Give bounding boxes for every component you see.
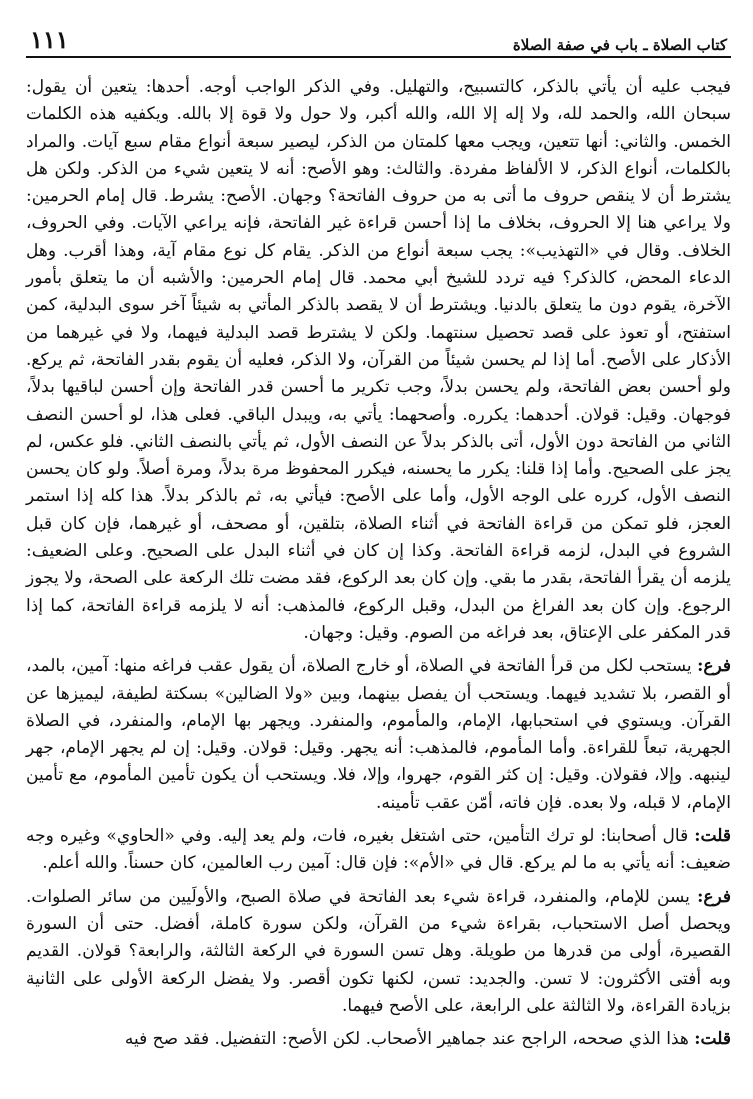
section-label: قلت: xyxy=(694,1029,731,1050)
paragraph-text: فيجب عليه أن يأتي بالذكر، كالتسبيح، والتهليل. وفي الذكر الواجب أوجه. أحدها: يتعين أن يقول: سبحان الله، والحمد لله، ولا إله إلا الله، والله أكبر، ولا حول ولا قوة إلا بالله. ويكفيه هذه الكلمات الخمس. والثاني: أنها تتعين، ويجب معها كلمتان من الذكر، ليصير سبعة أنواع مقام سبع آيات. والمراد بالكلمات، أنواع الذكر، لا الألفاظ مفردة. والثالث: وهو الأصح: أنه لا يتعين شيء من الذكر. ولكن هل يشترط أن لا ينقص حروف ما أتى به من حروف الفاتحة؟ وجهان. الأصح: يشرط. قال إمام الحرمين: ولا يراعي هنا إلا الحروف، بخلاف ما إذا أحسن قراءة غير الفاتحة، فإنه يراعي الآيات. وفي الحروف، الخلاف. وقال في «التهذيب»: يجب سبعة أنواع من الذكر. يقام كل نوع مقام آية، وهذا أقرب. وهل الدعاء المحض، كالذكر؟ فيه تردد للشيخ أبي محمد. قال إمام الحرمين: والأشبه أن ما يتعلق بأمور الآخرة، يقوم دون ما يتعلق بالدنيا. ويشترط أن لا يقصد بالذكر المأتي به شيئاً آخر سوى البدلية، كمن استفتح، أو تعوذ على قصد تحصيل سنتهما. ولكن لا يشترط قصد البدلية فيهما، ولا في غيرهما من الأذكار على الأصح. أما إذا لم يحسن شيئاً من القرآن، ولا الذكر، فعليه أن يقوم بقدر الفاتحة، ثم يركع. ولو أحسن بعض الفاتحة، ولم يحسن بدلاً، وجب تكرير ما أحسن قدر الفاتحة وإن أحسن لباقيها بدلاً، فوجهان. وقيل: قولان. أحدهما: يكرره. وأصحهما: يأتي به، ويبدل الباقي. فعلى هذا، لو أحسن النصف الثاني من الفاتحة دون الأول، أتى بالذكر بدلاً عن النصف الأول، ثم يأتي بالنصف الثاني. فلو عكس، لم يجز على الصحيح. وأما إذا قلنا: يكرر ما يحسنه، فيكرر المحفوظ مرة بدلاً، ومرة أصلاً. ولو كان يحسن النصف الأول، كرره على الوجه الأول، وأما على الأصح: فيأتي به، ثم بالذكر بدلاً. هذا كله إذا استمر العجز، فلو تمكن من قراءة الفاتحة في أثناء الصلاة، بتلقين، أو مصحف، أو غيرهما، فإن كان قبل الشروع في البدل، لزمه قراءة الفاتحة. وكذا إن كان في أثناء البدل على الصحيح. وعلى الضعيف: يلزمه أن يقرأ الفاتحة، بقدر ما بقي. وإن كان بعد الركوع، فقد مضت تلك الركعة على الصحة، ولا يجوز الرجوع. وإن كان بعد الفراغ من البدل، وقبل الركوع، فالمذهب: أنه لا يلزمه قراءة الفاتحة، كما إذا قدر المكفر على الإعتاق، بعد فراغه من الصوم. وقيل: وجهان. xyxy=(26,77,731,643)
paragraph-text: قال أصحابنا: لو ترك التأمين، حتى اشتغل بغيره، فات، ولم يعد إليه. وفي «الحاوي» وغيره وجه ضعيف: أنه يأتي به ما لم يركع. قال في «الأم»: فإن قال: آمين رب العالمين، كان حسناً. والله أعلم. xyxy=(26,826,731,874)
page-number: ١١١ xyxy=(30,25,69,54)
paragraph-text: يستحب لكل من قرأ الفاتحة في الصلاة، أو خارج الصلاة، أن يقول عقب فراغه منها: آمين، بالمد، أو القصر، بلا تشديد فيهما. ويستحب أن يفصل بينهما، وبين «ولا الضالين» بسكتة لطيفة، ليميزها عن القرآن. ويستوي في استحبابها، الإمام، والمأموم، والمنفرد. ويجهر بها الإمام، والمنفرد، في الصلاة الجهرية، تبعاً للقراءة. وأما المأموم، فالمذهب: أنه يجهر. وقيل: قولان. وقيل: إن لم يجهر الإمام، جهر لينبهه. وإلا، فقولان. وقيل: إن كثر القوم، جهروا، وإلا، فلا. ويستحب أن يكون تأمين المأموم، مع تأمين الإمام، لا قبله، ولا بعده. فإن فاته، أمّن عقب تأمينه. xyxy=(26,656,731,813)
paragraph xyxy=(26,1026,731,1053)
paragraph xyxy=(26,74,731,647)
section-label: فرع: xyxy=(697,656,731,677)
paragraph-text: هذا الذي صححه، الراجح عند جماهير الأصحاب. لكن الأصح: التفضيل. فقد صح فيه xyxy=(124,1029,689,1050)
page-header xyxy=(26,20,731,58)
section-label: قلت: xyxy=(694,826,731,847)
book-page xyxy=(26,20,731,1090)
paragraph xyxy=(26,823,731,878)
paragraph-text: يسن للإمام، والمنفرد، قراءة شيء بعد الفاتحة في صلاة الصبح، والأولَيين من سائر الصلوات. ويحصل أصل الاستحباب، بقراءة شيء من القرآن، ولكن سورة كاملة، أفضل. حتى أن السورة القصيرة، أولى من قدرها من طويلة. وهل تسن السورة في الركعة الثالثة، والرابعة؟ قولان. القديم وبه أفتى الأكثرون: لا تسن. والجديد: تسن، لكنها تكون أقصر. ولا يفضل الركعة الأولى على الثانية بزيادة القراءة، ولا الثالثة على الرابعة، على الأصح فيهما. xyxy=(26,886,731,1016)
running-title: كتاب الصلاة ـ باب في صفة الصلاة xyxy=(512,36,727,54)
paragraph xyxy=(26,884,731,1020)
page-body xyxy=(26,74,731,1053)
paragraph xyxy=(26,653,731,817)
section-label: فرع: xyxy=(697,886,731,907)
